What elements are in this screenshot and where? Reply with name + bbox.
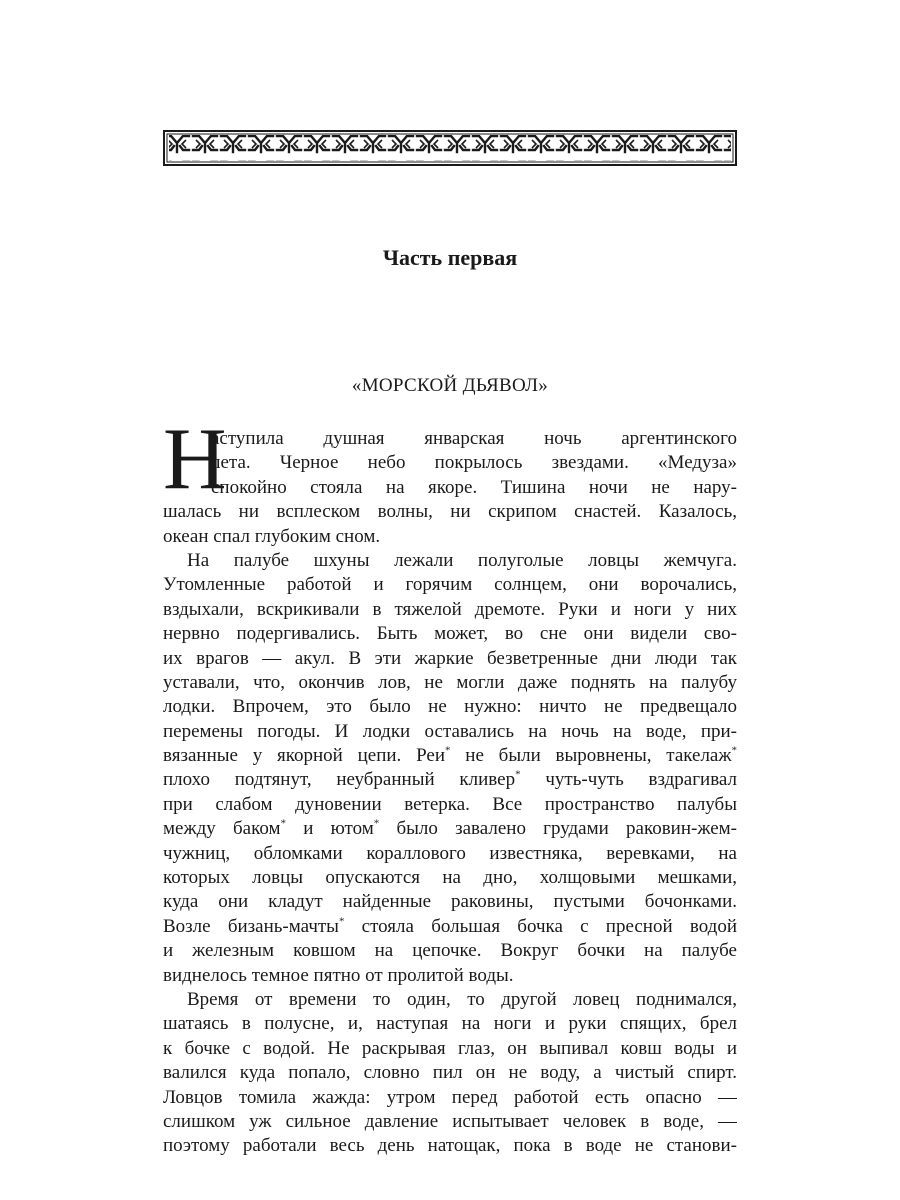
text-segment: чуть-чуть вздрагивал [520,769,737,791]
text-line: океан спал глубоким сном. [163,525,381,547]
text-segment: и ютом [286,818,374,840]
chapter-title: «МОРСКОЙ ДЬЯВОЛ» [351,375,549,396]
text-segment: между баком [163,818,281,840]
text-line [163,915,737,939]
text-line: лодки. Впрочем, это было не нужно: ничто не предвещало [163,696,737,718]
text-segment: плохо подтянут, неубранный кливер [163,769,516,791]
text-line: куда они кладут найденные раковины, пустыми бочонками. [163,891,737,913]
text-segment: стояла большая бочка с пресной водой [344,915,737,937]
text-line [163,817,737,841]
text-line: к бочке с водой. Не раскрывая глаз, он выпивал ковш воды и [163,1037,737,1059]
footnote-mark: * [515,769,521,782]
text-segment: не были выровнены, такелаж [450,745,732,767]
text-line: поэтому работали весь день натощак, пока в воде не станови- [163,1135,737,1157]
footnote-mark: * [731,744,737,757]
text-line: перемены погоды. И лодки оставались на ночь на воде, при- [163,720,737,742]
text-line: уставали, что, окончив лов, не могли даже поднять на палубу [163,671,737,693]
footnote-mark: * [338,915,345,928]
text-line: при слабом дуновении ветерка. Все пространство палубы [163,793,737,815]
text-line: На палубе шхуны лежали полуголые ловцы жемчуга. [187,549,737,571]
drop-cap-letter: Н [163,411,227,508]
text-line: слишком уж сильное давление испытывает человек в воде, — [163,1110,737,1132]
text-line: чужниц, обломками кораллового известняка, веревками, на [163,842,737,864]
text-segment: Возле бизань-мачты [163,915,339,937]
text-segment: вязанные у якорной цепи. Реи [163,745,445,767]
text-line: которых ловцы опускаются на дно, холщовыми мешками, [163,867,737,889]
body-text [163,427,737,1159]
text-line: нервно подергивались. Быть может, во сне они видели сво- [163,623,737,645]
text-line: Ловцов томила жажда: утром перед работой есть опасно — [163,1086,737,1108]
text-line: шалась ни всплеском волны, ни скрипом снастей. Казалось, [163,501,737,523]
text-line: вздыхали, вскрикивали в тяжелой дремоте. Руки и ноги у них [163,598,737,620]
text-line: аступила душная январская ночь аргентинского [211,428,737,449]
text-line: шатаясь в полусне, и, наступая на ноги и руки спящих, брел [163,1013,737,1035]
text-line: лета. Черное небо покрылось звездами. «Медуза» [211,452,737,474]
part-title: Часть первая [382,245,518,270]
text-line: валился куда попало, словно пил он не воду, а чистый спирт. [163,1062,737,1084]
footnote-mark: * [280,817,286,830]
footnote-mark: * [445,744,451,757]
text-line: виднелось темное пятно от пролитой воды. [163,964,514,986]
text-line: и железным ковшом на цепочке. Вокруг бочки на палубе [163,940,737,962]
text-line [163,744,737,768]
text-line: Утомленные работой и горячим солнцем, они ворочались, [163,574,737,596]
text-segment: было завалено грудами раковин-жем- [379,818,737,840]
text-line: Время от времени то один, то другой ловец поднимался, [187,988,737,1010]
ornamental-header-border [163,130,737,166]
footnote-mark: * [373,817,380,830]
text-line: спокойно стояла на якоре. Тишина ночи не нару- [211,476,737,498]
text-line: их врагов — акул. В эти жаркие безветренные дни люди так [163,647,737,669]
text-line [163,768,737,792]
